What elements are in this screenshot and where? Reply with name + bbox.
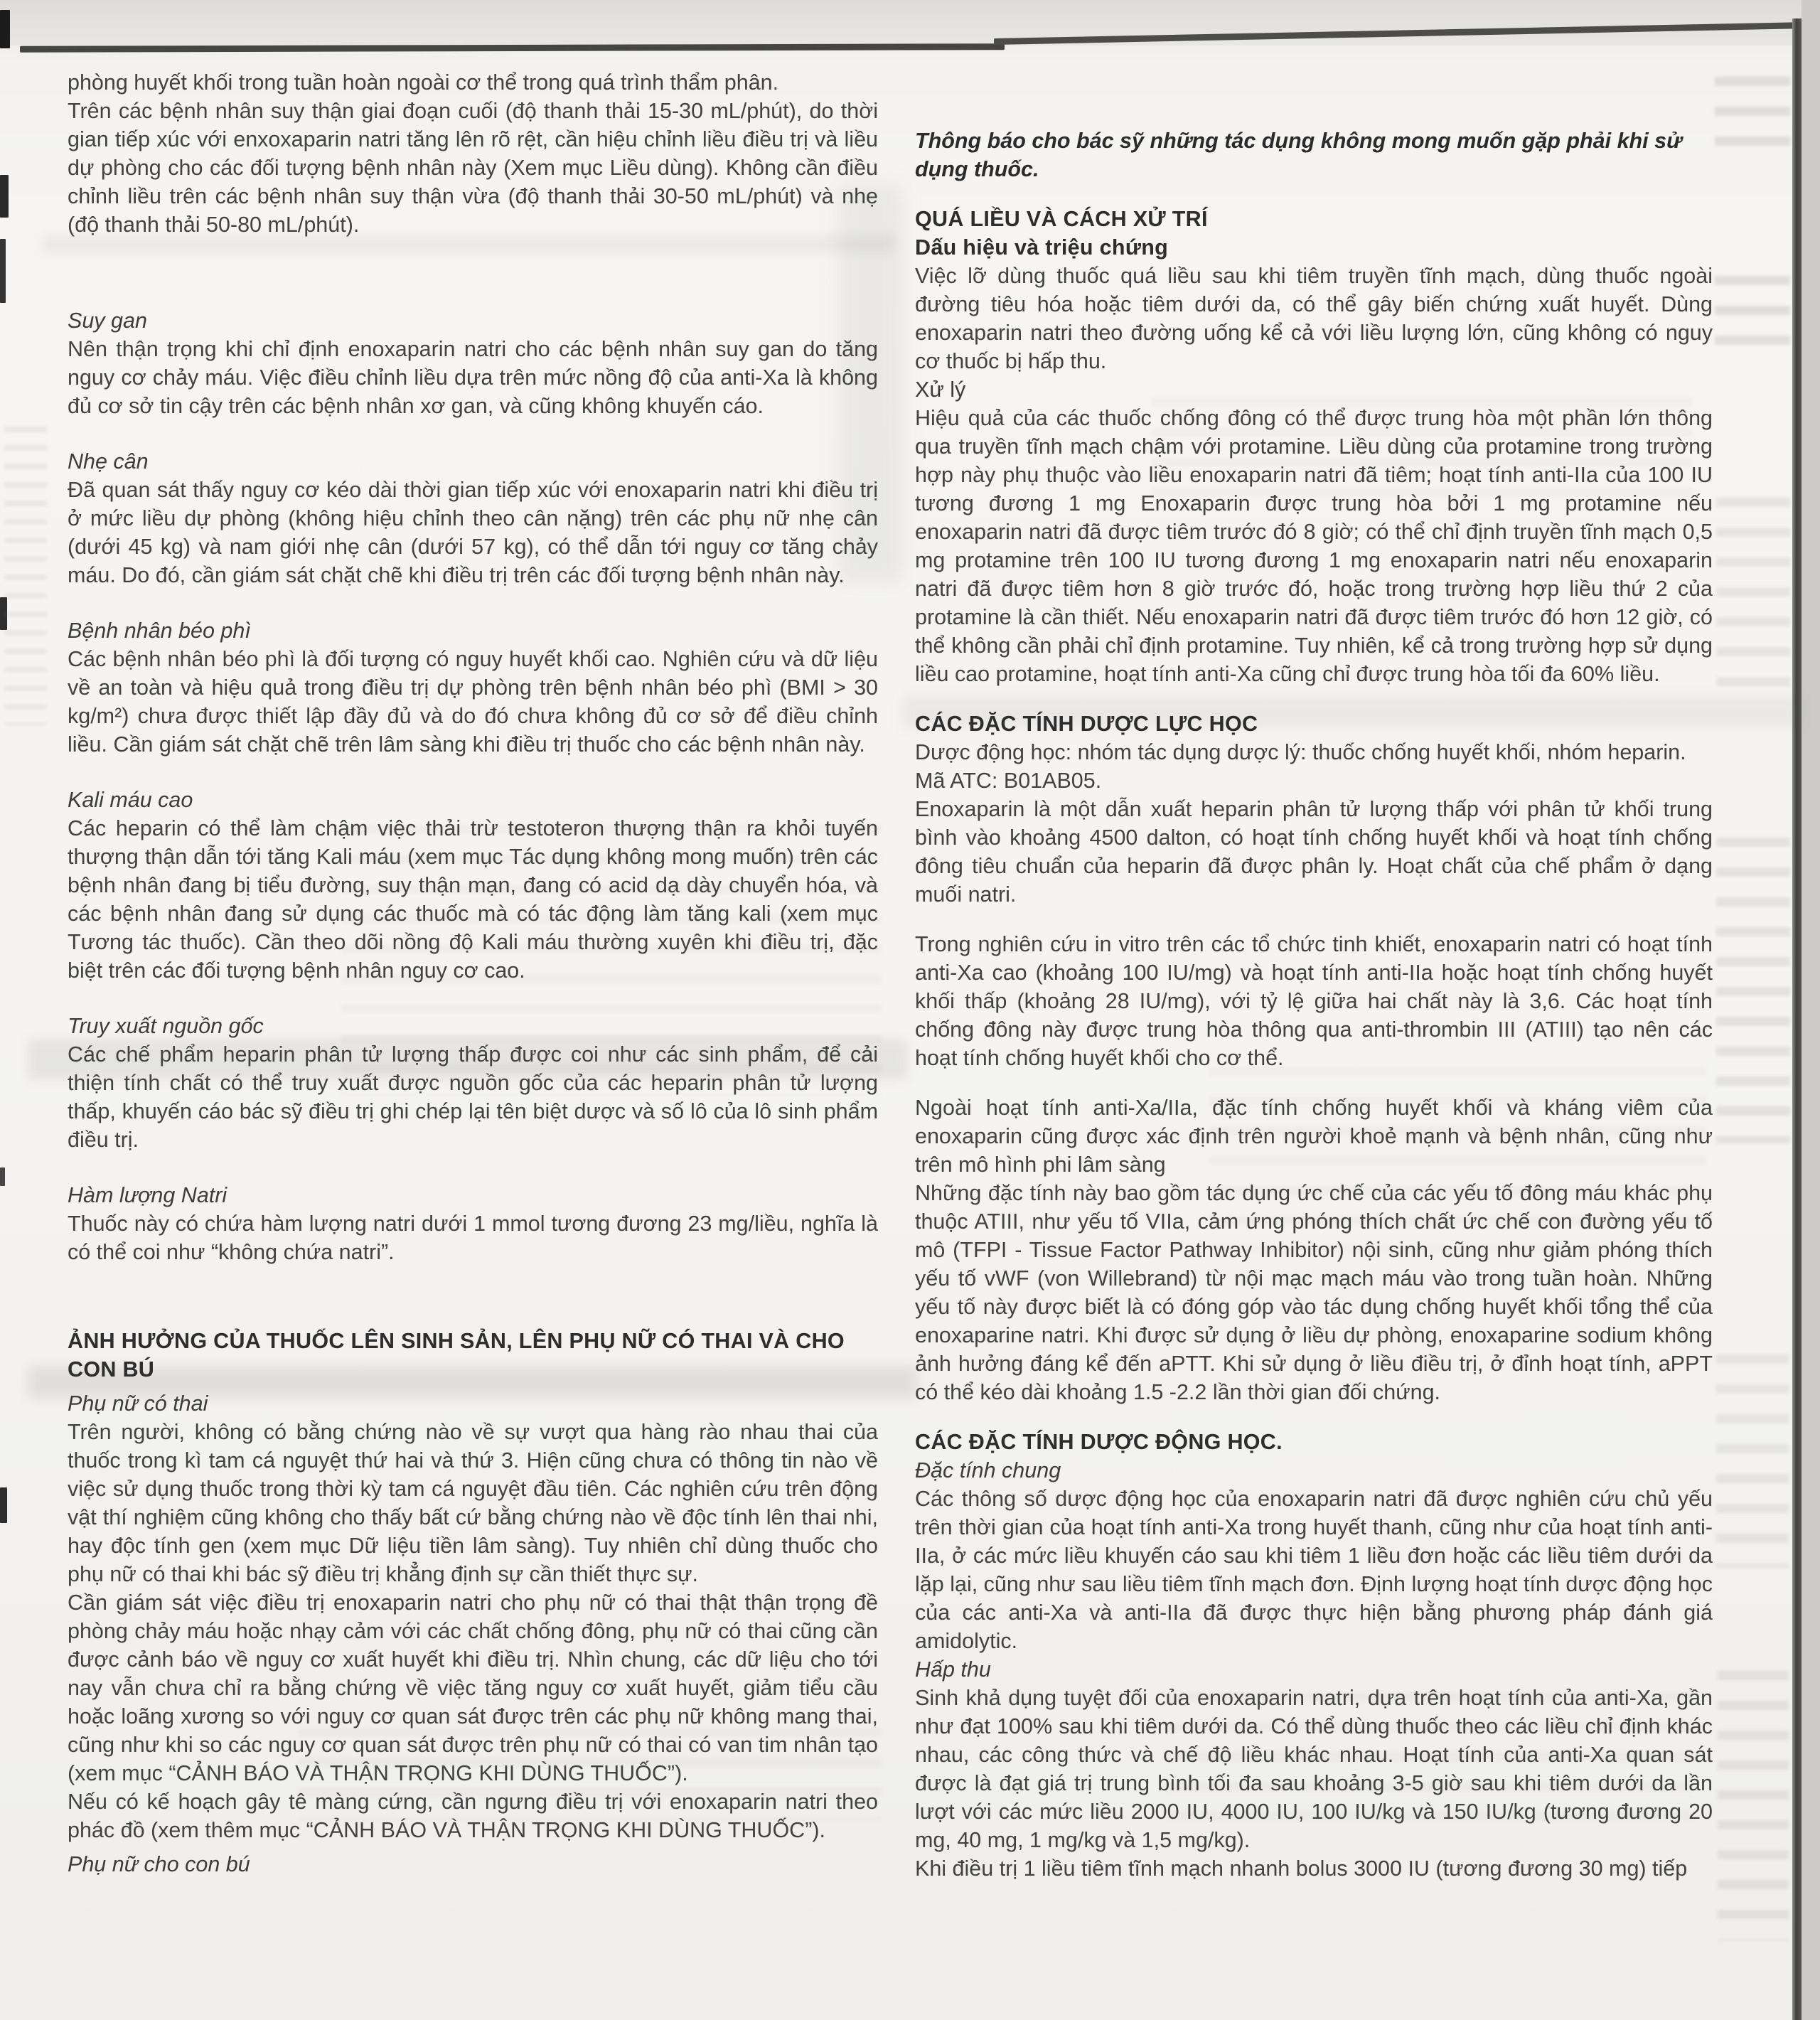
paragraph-truy-xuat: Các chế phẩm heparin phân tử lượng thấp được coi như các sinh phẩm, để cải thiện tính chất có thể truy xuất được nguồn gốc của các heparin phân tử lượng thấp, khuyến cáo bác sỹ điều trị ghi chép lại tên biệt dược và số lô của lô sinh phẩm điều trị.	[68, 1042, 878, 1152]
heading-phu-nu-cho-con-bu: Phụ nữ cho con bú	[68, 1852, 250, 1876]
paragraph-tfpi: Những đặc tính này bao gồm tác dụng ức chế của các yếu tố đông máu khác phụ thuộc ATIII, như yếu tố VIIa, cảm ứng phóng thích chất ức chế con đường yếu tố mô (TFPI - Tissue Factor Pathway Inhibitor) nội sinh, cũng như giảm phóng thích yếu tố vWF (von Willebrand) từ nội mạc mạch máu vào trong tuần hoàn. Những yếu tố này được biết là có đóng góp vào tác dụng chống huyết khối tổng thể của enoxaparine natri. Khi được sử dụng ở liều dự phòng, enoxaparine sodium không ảnh hưởng đáng kể đến aPTT. Khi sử dụng ở liều điều trị, ở đỉnh hoạt tính, aPPT có thể kéo dài khoảng 1.5 -2.2 lần thời gian đối chứng.	[915, 1181, 1713, 1404]
paragraph-suy-gan: Nên thận trọng khi chỉ định enoxaparin natri cho các bệnh nhân suy gan do tăng nguy cơ chảy máu. Việc điều chỉnh liều dựa trên mức nồng độ của anti-Xa là không đủ cơ sở tin cậy trên các bệnh nhân xơ gan, và cũng không khuyến cáo.	[68, 337, 878, 418]
heading-dau-hieu: Dấu hiệu và triệu chứng	[915, 235, 1169, 260]
heading-nhe-can: Nhẹ cân	[68, 449, 149, 474]
scan-mark	[0, 239, 6, 303]
heading-phu-nu-co-thai: Phụ nữ có thai	[68, 1391, 208, 1416]
paragraph-phu-nu-co-thai-1: Trên người, không có bằng chứng nào về sự vượt qua hàng rào nhau thai của thuốc trong kì tam cá nguyệt thứ hai và thứ 3. Hiện cũng chưa có thông tin nào về việc sử dụng thuốc trong thời kỳ tam cá nguyệt đầu tiên. Các nghiên cứu trên động vật thí nghiệm cũng không cho thấy bất cứ bằng chứng nào về độc tính lên thai nhi, hay độc tính gen (xem mục Dữ liệu tiền lâm sàng). Tuy nhiên chỉ dùng thuốc cho phụ nữ có thai khi bác sỹ điều trị khẳng định sự cần thiết thực sự.	[68, 1420, 878, 1586]
page-right-edge-line	[1792, 18, 1802, 2020]
heading-qua-lieu: QUÁ LIỀU VÀ CÁCH XỬ TRÍ	[915, 207, 1208, 231]
heading-duoc-luc-hoc: CÁC ĐẶC TÍNH DƯỢC LỰC HỌC	[915, 712, 1258, 736]
paragraph-duoc-luc-2: Enoxaparin là một dẫn xuất heparin phân tử lượng thấp với phân tử khối trung bình vào khoảng 4500 dalton, có hoạt tính chống huyết khối và hoạt tính chống đông tiêu chuẩn của heparin đã được phân ly. Hoạt chất của chế phẩm ở dạng muối natri.	[915, 797, 1713, 907]
paragraph-dac-tinh-chung: Các thông số dược động học của enoxaparin natri đã được nghiên cứu chủ yếu trên thời gian của hoạt tính anti-Xa trong huyết thanh, cũng như của hoạt tính anti-IIa, ở các mức liều khuyến cáo sau khi tiêm 1 liều đơn hoặc các liều tiêm dưới da lặp lại, cũng như sau liều tiêm tĩnh mạch đơn. Định lượng hoạt tính dược động học của các anti-Xa và anti-IIa đã được thực hiện bằng phương pháp đánh giá amidolytic.	[915, 1487, 1713, 1653]
show-through-text	[1716, 838, 1790, 1143]
paragraph-ma-atc: Mã ATC: B01AB05.	[915, 769, 1102, 793]
show-through-text	[1715, 77, 1790, 161]
notice-bold-italic: Thông báo cho bác sỹ những tác dụng không mong muốn gặp phải khi sử dụng thuốc.	[915, 129, 1682, 181]
show-through-text	[1718, 1671, 1789, 1941]
heading-duoc-dong-hoc: CÁC ĐẶC TÍNH DƯỢC ĐỘNG HỌC.	[915, 1430, 1283, 1454]
heading-ham-luong-natri: Hàm lượng Natri	[68, 1183, 228, 1207]
show-through-text	[4, 427, 47, 725]
heading-dac-tinh-chung: Đặc tính chung	[915, 1458, 1061, 1482]
show-through-text	[1716, 1354, 1789, 1568]
paragraph-hap-thu-2: Khi điều trị 1 liều tiêm tĩnh mạch nhanh bolus 3000 IU (tương đương 30 mg) tiếp	[915, 1856, 1688, 1881]
paragraph-in-vitro: Trong nghiên cứu in vitro trên các tổ chức tinh khiết, enoxaparin natri có hoạt tính anti-Xa cao (khoảng 100 IU/mg) và hoạt tính anti-IIa hoặc hoạt tính chống huyết khối thấp (khoảng 28 IU/mg), với tỷ lệ giữa hai chất này là 3,6. Các hoạt tính chống đông này được trung hòa thông qua anti-thrombin III (ATIII) tạo nên các hoạt tính chống huyết khối cho cơ thể.	[915, 932, 1713, 1070]
paragraph-khang-viem: Ngoài hoạt tính anti-Xa/IIa, đặc tính chống huyết khối và kháng viêm của enoxaparin cũng được xác định trên người khoẻ mạnh và bệnh nhân, cũng như trên mô hình phi lâm sàng	[915, 1096, 1713, 1177]
show-through-text	[1715, 276, 1790, 361]
scan-mark	[0, 175, 9, 218]
paragraph-renal-failure: Trên các bệnh nhân suy thận giai đoạn cuối (độ thanh thải 15-30 mL/phút), do thời gian tiếp xúc với enxoxaparin natri tăng lên rõ rệt, cần hiệu chỉnh liều điều trị và liều dự phòng cho các đối tượng bệnh nhân này (Xem mục Liều dùng). Không cần điều chỉnh liều trên các bệnh nhân suy thận vừa (độ thanh thải 30-50 mL/phút) và nhẹ (độ thanh thải 50-80 mL/phút).	[68, 99, 878, 237]
paragraph-kali-mau-cao: Các heparin có thể làm chậm việc thải trừ testoteron thượng thận ra khỏi tuyến thượng thận dẫn tới tăng Kali máu (xem mục Tác dụng không mong muốn) trên các bệnh nhân đang bị tiểu đường, suy thận mạn, đang có acid dạ dày chuyển hóa, và các bệnh nhân đang sử dụng các thuốc mà có tác động làm tăng kali (xem mục Tương tác thuốc). Cần theo dõi nồng độ Kali máu thường xuyên khi điều trị, đặc biệt trên các đối tượng bệnh nhân nguy cơ cao.	[68, 816, 878, 983]
heading-hap-thu: Hấp thu	[915, 1657, 991, 1682]
heading-beo-phi: Bệnh nhân béo phì	[68, 619, 251, 643]
heading-anh-huong-sinh-san: ẢNH HƯỞNG CỦA THUỐC LÊN SINH SẢN, LÊN PHỤ NỮ CÓ THAI VÀ CHO CON BÚ	[68, 1329, 845, 1382]
scan-mark	[0, 597, 7, 630]
scanner-right-margin	[1802, 0, 1820, 2020]
paragraph-duoc-luc-1: Dược động học: nhóm tác dụng dược lý: thuốc chống huyết khối, nhóm heparin.	[915, 740, 1686, 764]
scanner-top-margin	[0, 0, 1820, 46]
paragraph-ham-luong-natri: Thuốc này có chứa hàm lượng natri dưới 1 mmol tương đương 23 mg/liều, nghĩa là có thể coi như “không chứa natri”.	[68, 1212, 878, 1264]
show-through-text	[1716, 498, 1790, 690]
paragraph-hap-thu-1: Sinh khả dụng tuyệt đối của enoxaparin natri, dựa trên hoạt tính của anti-Xa, gần như đạt 100% sau khi tiêm dưới da. Có thể dùng thuốc theo các liều chỉ định khác nhau, các công thức và chế độ liều khác nhau. Hoạt tính của anti-Xa quan sát được là đạt giá trị trung bình tối đa sau khoảng 3-5 giờ sau khi tiêm dưới da lần lượt với các mức liều 2000 IU, 4000 IU, 100 IU/kg và 150 IU/kg (tương đương 20 mg, 40 mg, 1 mg/kg và 1,5 mg/kg).	[915, 1686, 1713, 1852]
heading-truy-xuat: Truy xuất nguồn gốc	[68, 1014, 264, 1038]
heading-xu-ly: Xử lý	[915, 378, 966, 402]
scan-mark	[0, 1167, 5, 1186]
paragraph-xu-ly: Hiệu quả của các thuốc chống đông có thể được trung hòa một phần lớn thông qua truyền tĩnh mạch chậm với protamine. Liều dùng của protamine trong trường hợp này phụ thuộc vào liều enoxaparin natri đã tiêm; hoạt tính anti-IIa của 100 IU tương đương 1 mg Enoxaparin được trung hòa bởi 1 mg protamine nếu enoxaparin natri đã được tiêm trước đó 8 giờ; có thể chỉ định truyền tĩnh mạch 0,5 mg protamine trên 100 IU tương đương 1 mg enoxaparin natri nếu enoxaparin natri đã được tiêm hơn 8 giờ trước đó, hoặc trong trường hợp liều thứ 2 của protamine là cần thiết. Nếu enoxaparin natri đã được tiêm trước đó hơn 12 giờ, có thể không cần phải chỉ định protamine. Tuy nhiên, kể cả trong trường hợp sử dụng liều cao protamine, hoạt tính anti-Xa cũng chỉ được trung hòa tối đa 60% liều.	[915, 406, 1713, 686]
right-column	[915, 127, 1713, 1883]
paragraph-nhe-can: Đã quan sát thấy nguy cơ kéo dài thời gian tiếp xúc với enoxaparin natri khi điều trị ở mức liều dự phòng (không hiệu chỉnh theo cân nặng) trên các phụ nữ nhẹ cân (dưới 45 kg) và nam giới nhẹ cân (dưới 57 kg), có thể dẫn tới nguy cơ tăng chảy máu. Do đó, cần giám sát chặt chẽ khi điều trị trên các đối tượng bệnh nhân này.	[68, 478, 878, 587]
paragraph-beo-phi: Các bệnh nhân béo phì là đối tượng có nguy huyết khối cao. Nghiên cứu và dữ liệu về an toàn và hiệu quả trong điều trị dự phòng trên bệnh nhân béo phì (BMI > 30 kg/m²) chưa được thiết lập đầy đủ và do đó chưa không đủ cơ sở để điều chỉnh liều. Cần giám sát chặt chẽ trên lâm sàng khi điều trị thuốc cho các bệnh nhân này.	[68, 647, 878, 757]
heading-kali-mau-cao: Kali máu cao	[68, 788, 193, 812]
paragraph-dialysis: phòng huyết khối trong tuần hoàn ngoài cơ thể trong quá trình thẩm phân.	[68, 70, 779, 95]
scan-mark	[0, 10, 10, 48]
scan-mark	[0, 1487, 7, 1523]
left-column	[68, 68, 878, 1879]
paragraph-dau-hieu: Việc lỡ dùng thuốc quá liều sau khi tiêm truyền tĩnh mạch, dùng thuốc ngoài đường tiêu hóa hoặc tiêm dưới da, có thể gây biến chứng xuất huyết. Dùng enoxaparin natri theo đường uống kể cả với liều lượng lớn, cũng không có nguy cơ thuốc bị hấp thu.	[915, 264, 1713, 373]
paragraph-phu-nu-co-thai-2: Cần giám sát việc điều trị enoxaparin natri cho phụ nữ có thai thật thận trọng đề phòng chảy máu hoặc nhạy cảm với các chất chống đông, phụ nữ có thai cũng cần được cảnh báo về nguy cơ xuất huyết khi điều trị. Nhìn chung, các dữ liệu cho tới nay vẫn chưa chỉ ra bằng chứng về việc tăng nguy cơ xuất huyết, giảm tiểu cầu hoặc loãng xương so với nguy cơ quan sát được trên các phụ nữ không mang thai, cũng như khi so các nguy cơ quan sát được trên phụ nữ có thai có van tim nhân tạo (xem mục “CẢNH BÁO VÀ THẬN TRỌNG KHI DÙNG THUỐC”).	[68, 1591, 878, 1785]
paragraph-gay-te-mang-cung: Nếu có kế hoạch gây tê màng cứng, cần ngưng điều trị với enoxaparin natri theo phác đồ (xem thêm mục “CẢNH BÁO VÀ THẬN TRỌNG KHI DÙNG THUỐC”).	[68, 1790, 878, 1842]
heading-suy-gan: Suy gan	[68, 309, 147, 333]
